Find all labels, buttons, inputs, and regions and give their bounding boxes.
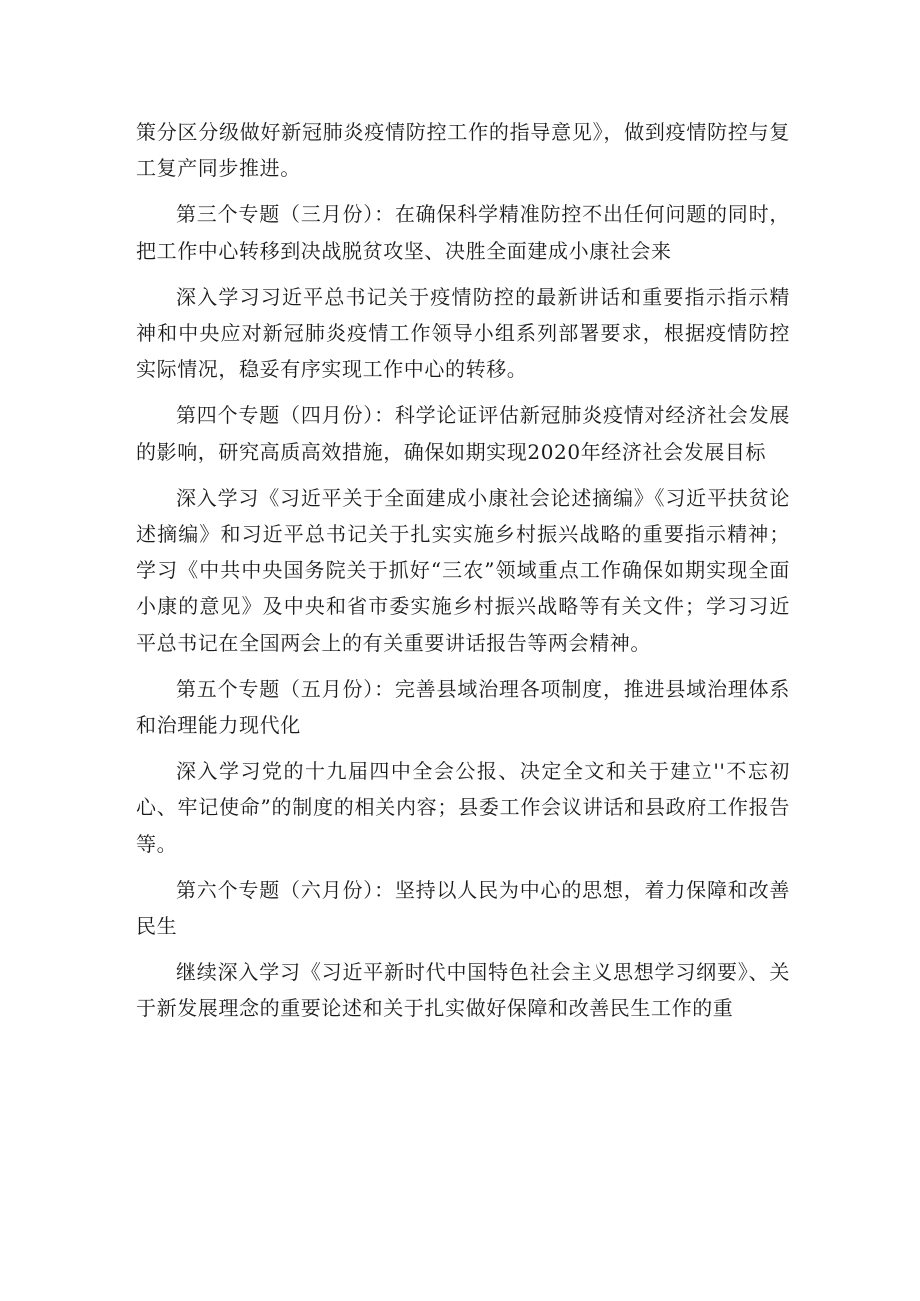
topic-heading-6: 第六个专题（六月份）：坚持以人民为中心的思想，着力保障和改善民生 (136, 877, 790, 939)
topic-heading-5: 第五个专题（五月份）：完善县域治理各项制度，推进县域治理体系和治理能力现代化 (136, 676, 790, 738)
paragraph-continuation: 策分区分级做好新冠肺炎疫情防控工作的指导意见》，做到疫情防控与复工复产同步推进。 (136, 120, 790, 181)
paragraph-topic-4-body: 深入学习《习近平关于全面建成小康社会论述摘编》《习近平扶贫论述摘编》和习近平总书记关于扎实实施乡村振兴战略的重要指示精神；学习《中共中央国务院关于抓好“三农”领域重点工作确保如期实现全面小康的意见》及中央和省市委实施乡村振兴战略等有关文件；学习习近平总书记在全国两会上的有关重要讲话报告等两会精神。 (136, 485, 790, 655)
topic-heading-3: 第三个专题（三月份）：在确保科学精准防控不出任何问题的同时，把工作中心转移到决战脱贫攻坚、决胜全面建成小康社会来 (136, 202, 790, 263)
paragraph-topic-3-body: 深入学习习近平总书记关于疫情防控的最新讲话和重要指示指示精神和中央应对新冠肺炎疫情工作领导小组系列部署要求，根据疫情防控实际情况，稳妥有序实现工作中心的转移。 (136, 284, 790, 382)
document-body (136, 114, 790, 1037)
topic-heading-4: 第四个专题（四月份）：科学论证评估新冠肺炎疫情对经济社会发展的影响，研究高质高效措施，确保如期实现2020年经济社会发展目标 (136, 403, 790, 464)
paragraph-topic-5-body: 深入学习党的十九届四中全会公报、决定全文和关于建立''不忘初心、牢记使命”的制度的相关内容；县委工作会议讲话和县政府工作报告等。 (136, 759, 790, 856)
paragraph-topic-6-body: 继续深入学习《习近平新时代中国特色社会主义思想学习纲要》、关于新发展理念的重要论述和关于扎实做好保障和改善民生工作的重 (136, 960, 790, 1021)
